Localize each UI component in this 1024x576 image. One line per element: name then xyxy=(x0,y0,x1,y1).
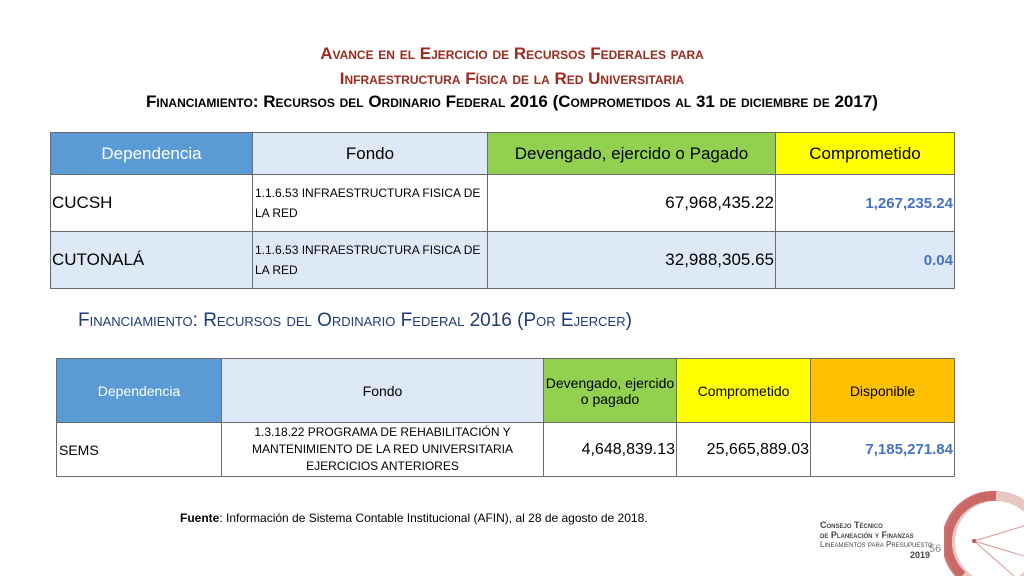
council-logo-icon xyxy=(944,486,1024,576)
cell-fondo: 1.1.6.53 INFRAESTRUCTURA FISICA DE LA RED xyxy=(253,232,488,289)
title-line-2: Infraestructura Física de la Red Universitaria xyxy=(339,69,685,88)
table-row xyxy=(51,232,955,289)
cell-fondo: 1.1.6.53 INFRAESTRUCTURA FISICA DE LA RED xyxy=(253,175,488,232)
council-logo-text xyxy=(820,520,940,560)
table-row xyxy=(51,175,955,232)
logo-line-2: de Planeación y Finanzas xyxy=(820,530,914,540)
title-line-1: Avance en el Ejercicio de Recursos Federales para xyxy=(320,44,704,63)
table-comprometidos xyxy=(50,132,955,289)
logo-line-4: 2019 xyxy=(909,550,930,560)
cell-devengado: 67,968,435.22 xyxy=(488,175,776,232)
source-text: : Información de Sistema Contable Institucional (AFIN), al 28 de agosto de 2018. xyxy=(219,511,648,525)
table-header-row xyxy=(57,359,955,423)
header-fondo: Fondo xyxy=(222,359,544,423)
cell-comprometido: 25,665,889.03 xyxy=(677,423,811,477)
source-note xyxy=(180,511,648,525)
logo-line-1: Consejo Técnico xyxy=(820,520,883,530)
cell-disponible: 7,185,271.84 xyxy=(811,423,955,477)
cell-comprometido: 0.04 xyxy=(776,232,955,289)
cell-dependencia: SEMS xyxy=(57,423,222,477)
logo-line-3: Lineamientos para Presupuesto xyxy=(820,540,933,549)
cell-dependencia: CUCSH xyxy=(51,175,253,232)
subtitle-por-ejercer: Financiamiento: Recursos del Ordinario Federal 2016 (Por Ejercer) xyxy=(78,310,632,331)
cell-dependencia: CUTONALÁ xyxy=(51,232,253,289)
header-dependencia: Dependencia xyxy=(51,133,253,175)
cell-comprometido: 1,267,235.24 xyxy=(776,175,955,232)
header-devengado: Devengado, ejercido o Pagado xyxy=(488,133,776,175)
table-header-row xyxy=(51,133,955,175)
cell-fondo: 1.3.18.22 PROGRAMA DE REHABILITACIÓN Y MANTENIMIENTO DE LA RED UNIVERSITARIA EJERCICIOS ANTERIORES xyxy=(222,423,544,477)
subtitle-comprometidos: Financiamiento: Recursos del Ordinario Federal 2016 (Comprometidos al 31 de diciembre de 2017) xyxy=(146,92,878,111)
cell-devengado: 32,988,305.65 xyxy=(488,232,776,289)
header-comprometido: Comprometido xyxy=(677,359,811,423)
header-disponible: Disponible xyxy=(811,359,955,423)
header-fondo: Fondo xyxy=(253,133,488,175)
header-comprometido: Comprometido xyxy=(776,133,955,175)
header-dependencia: Dependencia xyxy=(57,359,222,423)
header-devengado: Devengado, ejercido o pagado xyxy=(544,359,677,423)
table-row xyxy=(57,423,955,477)
cell-devengado: 4,648,839.13 xyxy=(544,423,677,477)
source-label: Fuente xyxy=(180,511,220,525)
page-number: 56 xyxy=(929,543,942,555)
table-por-ejercer xyxy=(56,358,955,477)
